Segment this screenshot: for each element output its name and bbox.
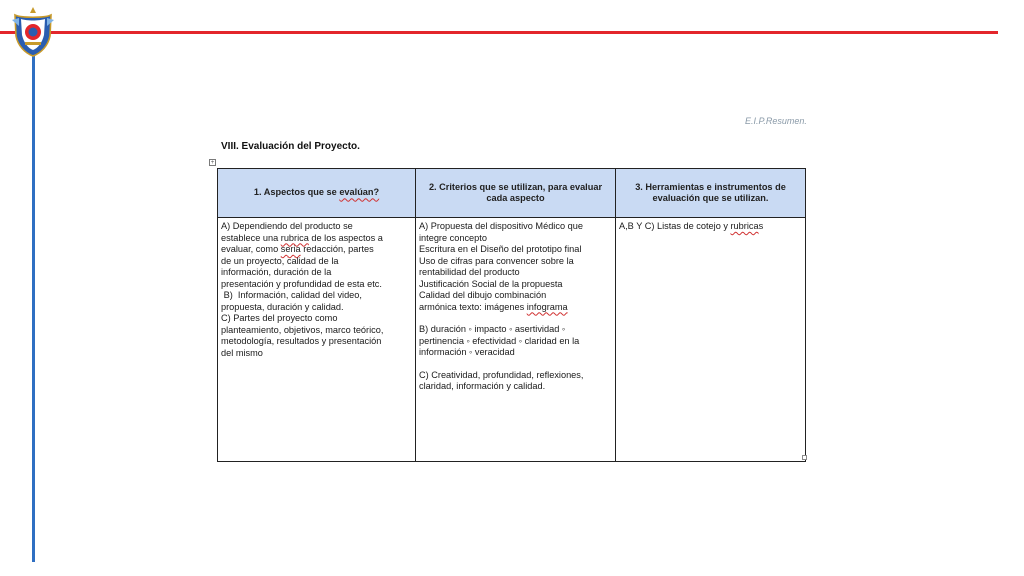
header-criteria-label: 2. Criterios que se utilizan, para evaluar cada aspecto [428, 181, 603, 203]
cell-line: A) Propuesta del dispositivo Médico que [419, 221, 583, 231]
paragraph-gap [419, 359, 612, 370]
cell-line: B) Información, calidad del video, [221, 290, 362, 300]
cell-line: rentabilidad del producto [419, 267, 520, 277]
tools-cell[interactable] [616, 218, 806, 462]
criteria-cell[interactable] [416, 218, 616, 462]
header-tools-label: 3. Herramientas e instrumentos de evaluación que se utilizan. [635, 181, 786, 203]
cell-line: Uso de cifras para convencer sobre la [419, 255, 574, 266]
cell-line: información ◦ veracidad [419, 347, 515, 357]
cell-line: C) Creatividad, profundidad, reflexiones, [419, 369, 584, 380]
header-red-rule [0, 31, 998, 34]
header-aspects [218, 169, 416, 218]
paragraph-gap [419, 313, 612, 324]
spellcheck-word: seria [280, 244, 301, 254]
table-resize-handle[interactable] [802, 455, 807, 460]
cell-line: claridad, información y calidad. [419, 381, 546, 391]
cell-line: B) duración ◦ impacto ◦ asertividad ◦ [419, 324, 566, 334]
cell-line: A,B Y C) Listas de cotejo y rubricas [619, 221, 764, 231]
cell-line: C) Partes del proyecto como [221, 313, 338, 323]
cell-line: información, duración de la [221, 267, 332, 277]
cell-line: Calidad del dibujo combinación [419, 290, 547, 300]
table-header-row [218, 169, 806, 218]
section-title: VIII. Evaluación del Proyecto. [221, 141, 360, 152]
cell-line: integre concepto [419, 232, 487, 243]
cell-line: A) Dependiendo del producto se [221, 221, 353, 231]
cell-line: evaluar, como seria redacción, partes [221, 244, 374, 254]
cell-line: propuesta, duración y calidad. [221, 301, 344, 312]
table-row [218, 218, 806, 462]
evaluation-table [217, 168, 806, 462]
header-tools [616, 169, 806, 218]
spellcheck-word: infograma [526, 301, 568, 312]
cell-line: de un proyecto, calidad de la [221, 255, 339, 266]
cell-line: Escritura en el Diseño del prototipo final [419, 244, 582, 254]
table-move-handle-icon[interactable]: + [210, 160, 215, 166]
cell-line: presentación y profundidad de esta etc. [221, 278, 382, 289]
spellcheck-word: rubrica [730, 221, 759, 231]
spellcheck-word: rubrica [280, 232, 309, 243]
header-aspects-label: 1. Aspectos que se evalúan? [253, 187, 380, 198]
header-criteria [416, 169, 616, 218]
cell-line: Justificación Social de la propuesta [419, 278, 563, 289]
cell-line: establece una rubrica de los aspectos a [221, 232, 383, 243]
margin-blue-rule [32, 48, 35, 562]
cell-line: armónica texto: imágenes infograma [419, 301, 568, 312]
aspects-cell[interactable] [218, 218, 416, 462]
spellcheck-word: evalúan? [339, 187, 380, 198]
cell-line: metodología, resultados y presentación [221, 336, 382, 346]
institution-crest-icon [11, 6, 55, 58]
header-note: E.I.P.Resumen. [745, 116, 807, 126]
cell-line: planteamiento, objetivos, marco teórico, [221, 324, 384, 335]
cell-line: pertinencia ◦ efectividad ◦ claridad en la [419, 335, 580, 346]
cell-line: del mismo [221, 347, 263, 358]
